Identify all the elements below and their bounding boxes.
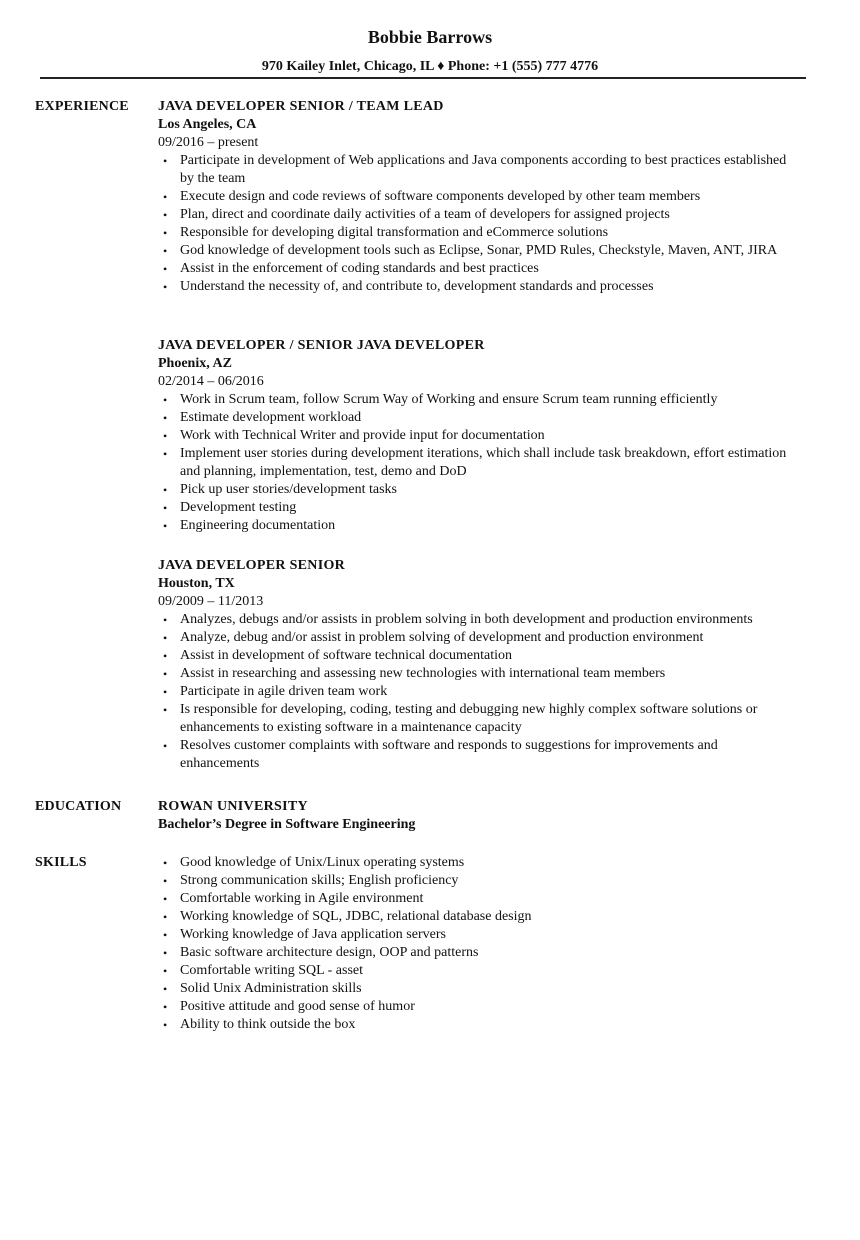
bullet-text: Assist in researching and assessing new technologies with international team members	[180, 666, 666, 681]
skills-list	[158, 854, 798, 1034]
job-title: JAVA DEVELOPER SENIOR / TEAM LEAD	[158, 99, 444, 114]
list-item	[158, 683, 798, 701]
job-location: Los Angeles, CA	[158, 117, 257, 132]
job-bullet-list	[158, 611, 798, 773]
list-item	[158, 629, 798, 647]
list-item	[158, 391, 798, 409]
list-item	[158, 908, 798, 926]
bullet-icon: •	[163, 244, 168, 258]
bullet-icon: •	[163, 964, 168, 978]
bullet-icon: •	[163, 739, 168, 753]
bullet-text: Participate in development of Web applications and Java components according to best practices established by the team	[180, 153, 787, 186]
list-item	[158, 206, 798, 224]
education-school: ROWAN UNIVERSITY	[158, 799, 308, 814]
bullet-icon: •	[163, 154, 168, 168]
bullet-icon: •	[163, 226, 168, 240]
list-item	[158, 224, 798, 242]
bullet-text: Analyze, debug and/or assist in problem solving of development and production environment	[180, 630, 704, 645]
job-dates: 09/2016 – present	[158, 135, 259, 150]
bullet-text: God knowledge of development tools such as Eclipse, Sonar, PMD Rules, Checkstyle, Maven, ANT, JIRA	[180, 243, 778, 258]
bullet-text: Understand the necessity of, and contribute to, development standards and processes	[180, 279, 654, 294]
experience-entry	[158, 337, 798, 535]
bullet-icon: •	[163, 631, 168, 645]
header-divider	[40, 77, 806, 79]
bullet-text: Responsible for developing digital transformation and eCommerce solutions	[180, 225, 609, 240]
bullet-text: Assist in development of software technical documentation	[180, 648, 513, 663]
list-item	[158, 944, 798, 962]
list-item	[158, 242, 798, 260]
job-dates: 02/2014 – 06/2016	[158, 374, 264, 389]
bullet-text: Work with Technical Writer and provide input for documentation	[180, 428, 545, 443]
bullet-icon: •	[163, 501, 168, 515]
skill-text: Basic software architecture design, OOP and patterns	[180, 945, 479, 960]
education-degree: Bachelor’s Degree in Software Engineering	[158, 817, 416, 832]
bullet-icon: •	[163, 892, 168, 906]
bullet-icon: •	[163, 856, 168, 870]
bullet-text: Is responsible for developing, coding, testing and debugging new highly complex software solutions or enhancements to existing software in a maintenance capacity	[180, 702, 758, 735]
bullet-icon: •	[163, 667, 168, 681]
skill-text: Good knowledge of Unix/Linux operating systems	[180, 855, 465, 870]
bullet-icon: •	[163, 280, 168, 294]
list-item	[158, 737, 798, 773]
list-item	[158, 1016, 798, 1034]
list-item	[158, 890, 798, 908]
bullet-icon: •	[163, 1018, 168, 1032]
bullet-text: Participate in agile driven team work	[180, 684, 388, 699]
bullet-icon: •	[163, 703, 168, 717]
list-item	[158, 260, 798, 278]
job-bullet-list	[158, 152, 798, 296]
job-location: Houston, TX	[158, 576, 235, 591]
resume-name: Bobbie Barrows	[367, 27, 493, 47]
bullet-icon: •	[163, 190, 168, 204]
list-item	[158, 926, 798, 944]
bullet-text: Engineering documentation	[180, 518, 336, 533]
bullet-text: Work in Scrum team, follow Scrum Way of Working and ensure Scrum team running efficiently	[180, 392, 718, 407]
list-item	[158, 152, 798, 188]
skill-text: Working knowledge of Java application servers	[180, 927, 446, 942]
bullet-text: Assist in the enforcement of coding standards and best practices	[180, 261, 539, 276]
list-item	[158, 647, 798, 665]
list-item	[158, 701, 798, 737]
list-item	[158, 962, 798, 980]
list-item	[158, 445, 798, 481]
contact-line: 970 Kailey Inlet, Chicago, IL ♦ Phone: +1 (555) 777 4776	[261, 59, 599, 74]
list-item	[158, 499, 798, 517]
bullet-text: Development testing	[180, 500, 297, 515]
bullet-icon: •	[163, 928, 168, 942]
skill-text: Comfortable writing SQL - asset	[180, 963, 364, 978]
bullet-text: Estimate development workload	[180, 410, 362, 425]
skill-text: Working knowledge of SQL, JDBC, relational database design	[180, 909, 532, 924]
bullet-icon: •	[163, 393, 168, 407]
job-dates: 09/2009 – 11/2013	[158, 594, 264, 609]
bullet-text: Resolves customer complaints with software and responds to suggestions for improvements and enhancements	[180, 738, 718, 771]
list-item	[158, 481, 798, 499]
education-entry	[158, 798, 798, 834]
skill-text: Comfortable working in Agile environment	[180, 891, 424, 906]
bullet-text: Analyzes, debugs and/or assists in problem solving in both development and production environments	[180, 612, 753, 627]
skill-text: Positive attitude and good sense of humor	[180, 999, 415, 1014]
list-item	[158, 872, 798, 890]
experience-entry	[158, 557, 798, 773]
bullet-icon: •	[163, 874, 168, 888]
bullet-text: Plan, direct and coordinate daily activities of a team of developers for assigned projects	[180, 207, 670, 222]
bullet-text: Execute design and code reviews of software components developed by other team members	[180, 189, 701, 204]
list-item	[158, 998, 798, 1016]
bullet-icon: •	[163, 483, 168, 497]
section-label-experience: EXPERIENCE	[35, 99, 129, 114]
list-item	[158, 427, 798, 445]
bullet-icon: •	[163, 685, 168, 699]
list-item	[158, 980, 798, 998]
bullet-icon: •	[163, 429, 168, 443]
job-location: Phoenix, AZ	[158, 356, 232, 371]
bullet-icon: •	[163, 208, 168, 222]
list-item	[158, 278, 798, 296]
job-bullet-list	[158, 391, 798, 535]
bullet-icon: •	[163, 649, 168, 663]
skills-entry	[158, 854, 798, 1034]
bullet-icon: •	[163, 613, 168, 627]
experience-entry	[158, 98, 798, 296]
bullet-icon: •	[163, 910, 168, 924]
list-item	[158, 854, 798, 872]
section-label-education: EDUCATION	[35, 799, 122, 814]
bullet-text: Implement user stories during development iterations, which shall include task breakdown, effort estimation and planning, implementation, test, demo and DoD	[180, 446, 787, 479]
bullet-icon: •	[163, 1000, 168, 1014]
skill-text: Ability to think outside the box	[180, 1017, 356, 1032]
list-item	[158, 611, 798, 629]
skill-text: Strong communication skills; English proficiency	[180, 873, 459, 888]
bullet-icon: •	[163, 982, 168, 996]
list-item	[158, 188, 798, 206]
job-title: JAVA DEVELOPER / SENIOR JAVA DEVELOPER	[158, 338, 485, 353]
bullet-text: Pick up user stories/development tasks	[180, 482, 397, 497]
bullet-icon: •	[163, 411, 168, 425]
bullet-icon: •	[163, 519, 168, 533]
skill-text: Solid Unix Administration skills	[180, 981, 362, 996]
bullet-icon: •	[163, 946, 168, 960]
list-item	[158, 665, 798, 683]
list-item	[158, 517, 798, 535]
bullet-icon: •	[163, 262, 168, 276]
section-label-skills: SKILLS	[35, 855, 87, 870]
list-item	[158, 409, 798, 427]
bullet-icon: •	[163, 447, 168, 461]
job-title: JAVA DEVELOPER SENIOR	[158, 558, 346, 573]
